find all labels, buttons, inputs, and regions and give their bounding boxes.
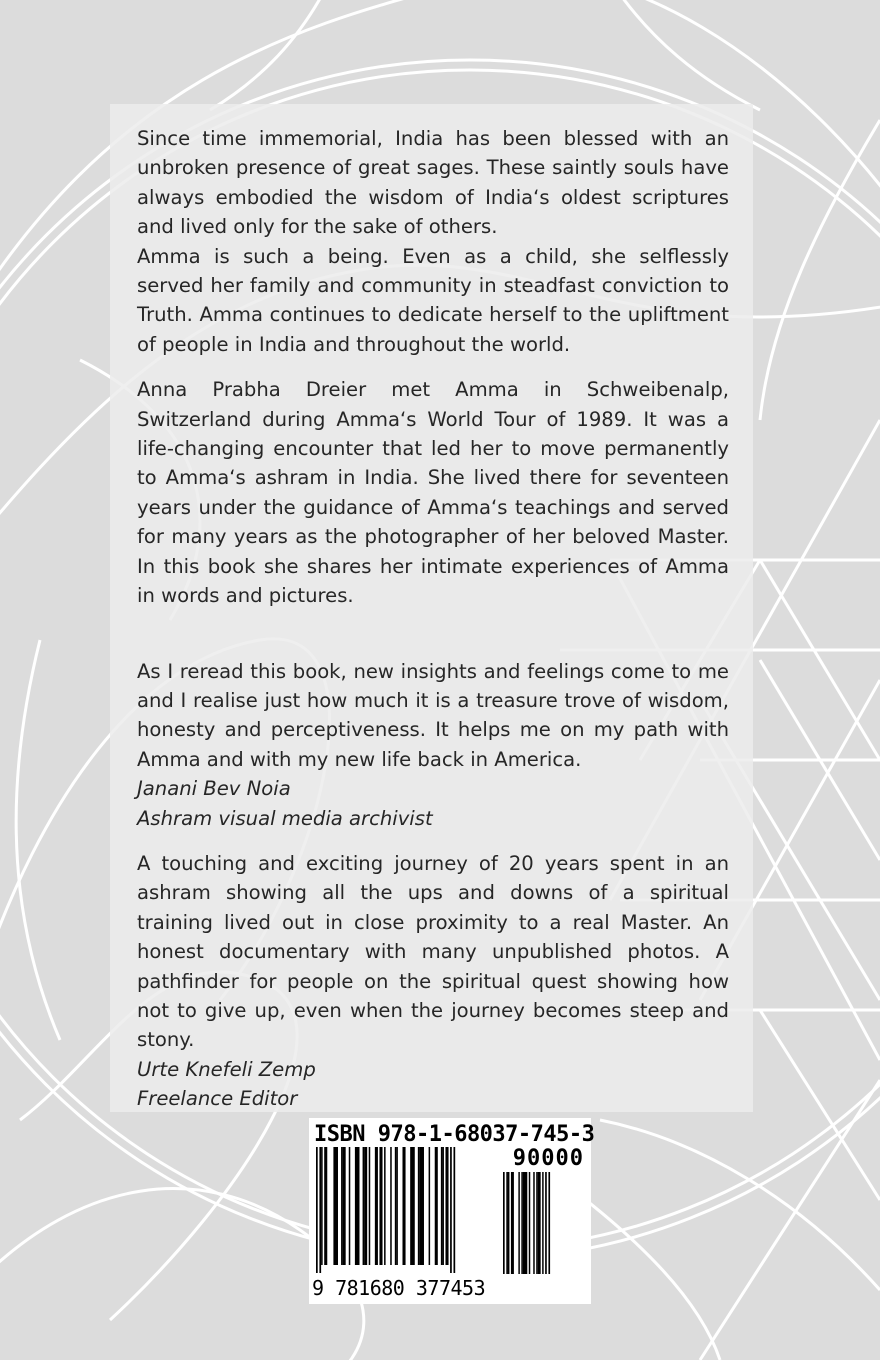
barcode-bar	[375, 1147, 378, 1265]
barcode-bar	[396, 1147, 398, 1265]
barcode-bar	[324, 1147, 327, 1265]
barcode-bar	[410, 1147, 415, 1265]
back-cover-text	[137, 124, 729, 1114]
testimonial-quote-1: As I reread this book, new insights and feelings come to me and I realise just how much it is a treasure trove of wisdom, honesty and perceptiveness. It helps me on my path with Amma and with my new life back in America.	[137, 659, 729, 771]
testimonial-role-1: Ashram visual media archivist	[137, 806, 433, 830]
barcode-bar	[319, 1147, 321, 1273]
barcode-bar	[442, 1147, 444, 1265]
barcode-bar	[511, 1172, 514, 1274]
barcode-bar	[529, 1172, 530, 1274]
barcode-bar	[379, 1147, 381, 1265]
barcode-bar	[503, 1172, 505, 1274]
testimonial-author-2: Urte Knefeli Zemp	[137, 1057, 316, 1081]
barcode-bar	[533, 1172, 534, 1274]
barcode-bar	[355, 1147, 360, 1265]
barcode-bar	[545, 1172, 547, 1274]
barcode-bar	[402, 1147, 405, 1265]
barcode-bar	[364, 1147, 367, 1265]
barcode-bar	[429, 1147, 431, 1265]
barcode-bar	[453, 1147, 455, 1273]
barcode-bar	[395, 1147, 397, 1265]
barcode-bar	[316, 1147, 318, 1273]
barcode-bar	[419, 1147, 424, 1265]
barcode-bar	[521, 1172, 522, 1274]
barcode-bar	[508, 1172, 509, 1274]
price-addon-label: 90000	[512, 1146, 584, 1171]
addon-barcode	[503, 1172, 583, 1282]
blurb-paragraph-3: Anna Prabha Dreier met Amma in Schweibenalp, Switzerland during Amma‘s World Tour of 1989. It was a life-changing encounter that led her to move permanently to Amma‘s ashram in India. She lived there for seventeen years under the guidance of Amma‘s teachings and served for many years as the photographer of her beloved Master. In this book she shares her intimate experiences of Amma in words and pictures.	[137, 378, 729, 608]
barcode-bar	[384, 1147, 386, 1265]
barcode-bar	[538, 1172, 541, 1274]
barcode-bar	[548, 1172, 550, 1274]
barcode-bar	[349, 1147, 351, 1265]
barcode-bar	[523, 1172, 527, 1274]
barcode-bar	[441, 1147, 443, 1265]
barcode-bar	[418, 1147, 420, 1265]
blurb-paragraph-2: Amma is such a being. Even as a child, she selflessly served her family and community in steadfast conviction to Truth. Amma continues to dedicate herself to the upliftment of people in India and throughout the world.	[137, 244, 729, 356]
barcode-bar	[445, 1147, 448, 1265]
barcode-bar	[450, 1147, 452, 1273]
barcode-bar	[321, 1147, 323, 1265]
blurb-paragraph-1: Since time immemorial, India has been blessed with an unbroken presence of great sages. These saintly souls have always embodied the wisdom of India‘s oldest scriptures and lived only for the sake of others.	[137, 127, 729, 239]
testimonial-author-1: Janani Bev Noia	[137, 777, 291, 801]
barcode-bar	[435, 1147, 438, 1265]
isbn-label: ISBN 978-1-68037-745-3	[314, 1122, 595, 1147]
barcode-bar	[506, 1172, 508, 1274]
testimonial-quote-2: A touching and exciting journey of 20 years spent in an ashram showing all the ups and downs of a spiritual training lived out in close proximity to a real Master. An honest documentary with many unpublished photos. A pathfinder for people on the spiritual quest showing how not to give up, even when the journey becomes steep and stony.	[137, 851, 729, 1052]
barcode-bar	[341, 1147, 343, 1265]
barcode-bar	[333, 1147, 338, 1265]
barcode-bar	[363, 1147, 365, 1265]
testimonial-role-2: Freelance Editor	[137, 1087, 298, 1111]
barcode-bar	[343, 1147, 346, 1265]
barcode-bar	[518, 1172, 519, 1274]
isbn-barcode	[316, 1147, 496, 1277]
barcode-bar	[390, 1147, 392, 1265]
barcode-bar	[381, 1147, 383, 1265]
barcode-bar	[542, 1172, 543, 1274]
barcode-bar	[369, 1147, 371, 1265]
ean-number: 9 781680 377453	[312, 1276, 486, 1300]
barcode-bar	[536, 1172, 537, 1274]
